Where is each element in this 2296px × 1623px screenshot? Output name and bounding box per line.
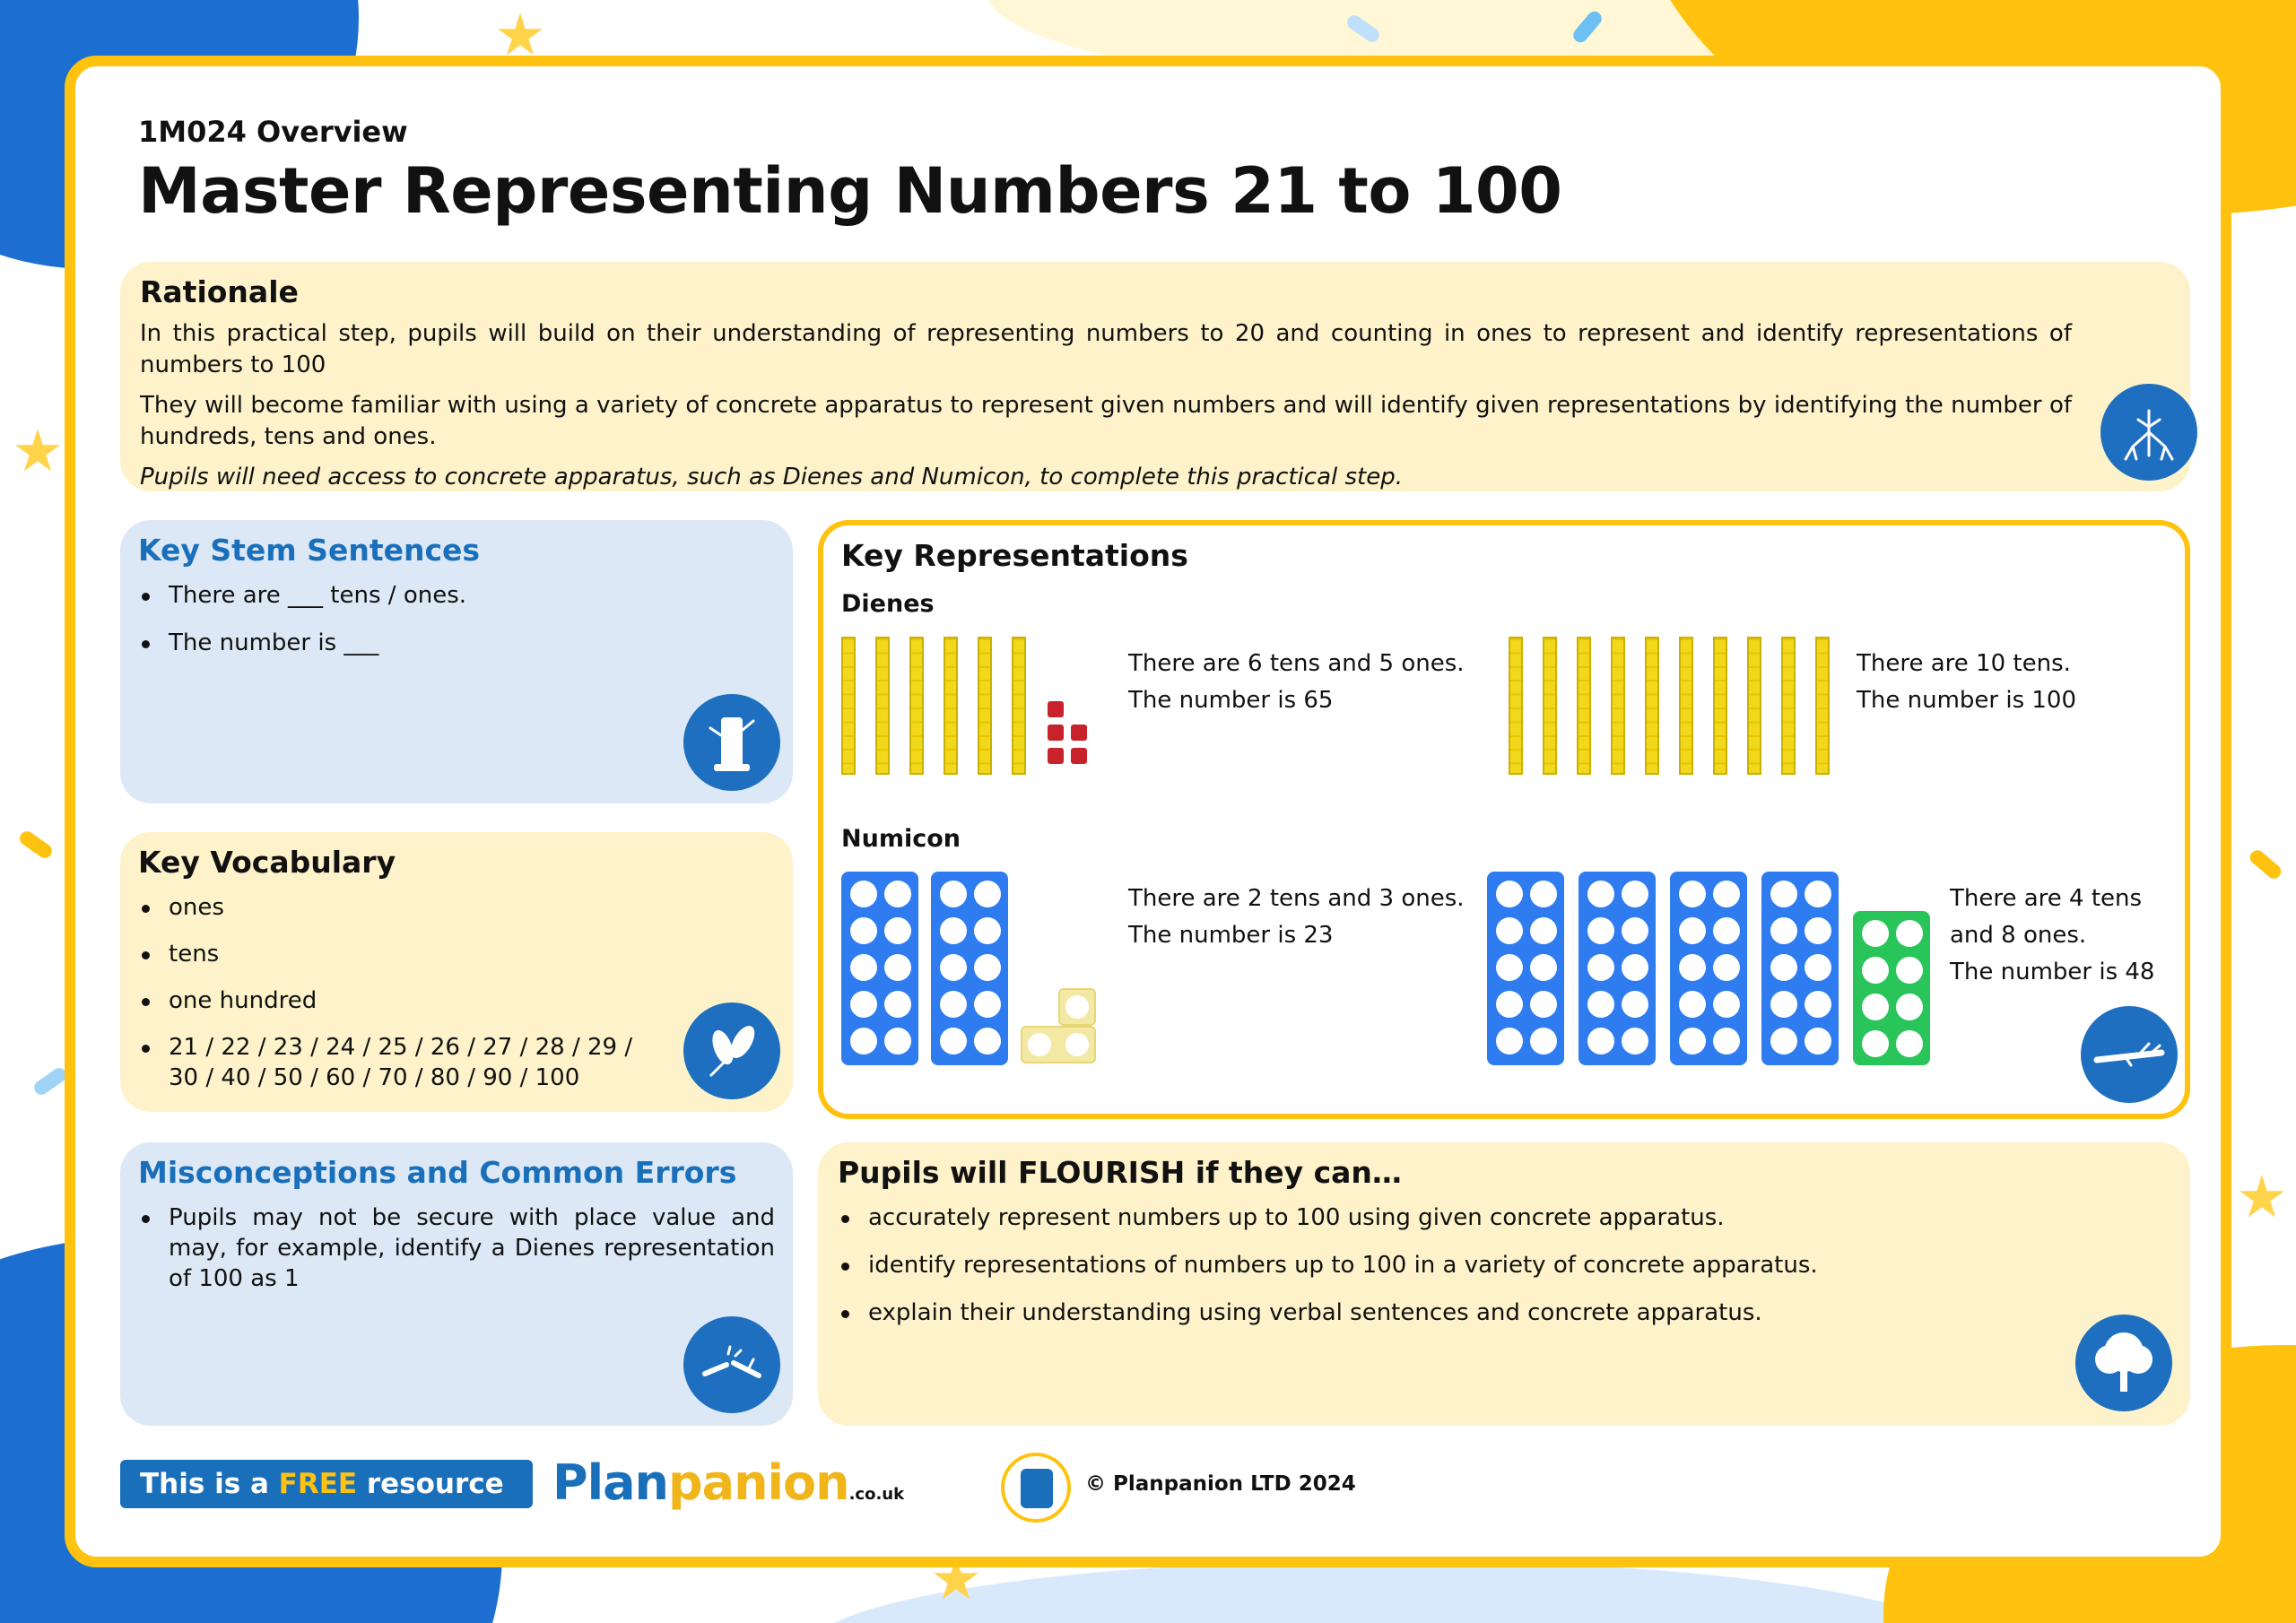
key-vocabulary-panel bbox=[120, 832, 793, 1112]
flourish-heading: Pupils will FLOURISH if they can… bbox=[838, 1155, 1402, 1190]
numicon-ten-plate bbox=[841, 872, 918, 1065]
numicon-ten-plate bbox=[1761, 872, 1839, 1065]
caption-line: The number is 100 bbox=[1857, 687, 2077, 714]
page-title: Master Representing Numbers 21 to 100 bbox=[138, 154, 1562, 228]
numicon-hole bbox=[884, 881, 911, 907]
numicon-hole bbox=[1713, 881, 1740, 907]
star-decoration bbox=[14, 429, 61, 475]
numicon-eight-plate bbox=[1853, 911, 1930, 1065]
numicon-hole bbox=[1679, 1028, 1706, 1055]
dienes-ten-rod bbox=[1747, 637, 1761, 775]
tree-stump-icon bbox=[683, 694, 780, 791]
numicon-hole bbox=[940, 917, 967, 944]
dienes-ten-rod bbox=[978, 637, 992, 775]
numicon-hole bbox=[1496, 881, 1523, 907]
numicon-hole bbox=[1587, 881, 1614, 907]
vocab-heading: Key Vocabulary bbox=[138, 845, 396, 880]
key-representations-panel bbox=[818, 520, 2190, 1119]
numicon-hole bbox=[1805, 991, 1831, 1018]
dienes-100-caption bbox=[1857, 646, 2076, 719]
numicon-hole bbox=[1496, 1028, 1523, 1055]
numicon-ten-plate bbox=[1487, 872, 1564, 1065]
miscon-heading: Misconceptions and Common Errors bbox=[138, 1155, 737, 1190]
numicon-label: Numicon bbox=[841, 825, 961, 853]
list-item: ones bbox=[138, 892, 775, 923]
background-blob bbox=[807, 1560, 1973, 1623]
dienes-one-cube bbox=[1071, 725, 1087, 741]
numicon-hole bbox=[1587, 991, 1614, 1018]
numicon-hole bbox=[850, 954, 877, 981]
numicon-hole bbox=[1530, 991, 1557, 1018]
pill-decoration bbox=[2248, 847, 2284, 881]
star-decoration bbox=[2239, 1175, 2285, 1221]
numicon-hole bbox=[1587, 1028, 1614, 1055]
numicon-hole bbox=[1622, 954, 1648, 981]
numicon-hole bbox=[884, 991, 911, 1018]
caption-line: There are 2 tens and 3 ones. bbox=[1128, 885, 1465, 912]
dienes-ten-rod bbox=[1679, 637, 1693, 775]
rationale-paragraph-2: They will become familiar with using a variety of concrete apparatus to represent given numbers and will identify given representations by identifying the number of hundreds, tens and ones. bbox=[140, 392, 2072, 450]
numicon-hole bbox=[1770, 954, 1797, 981]
vocab-list bbox=[138, 892, 775, 1093]
list-item: one hundred bbox=[138, 985, 775, 1016]
numicon-hole bbox=[1862, 994, 1889, 1020]
numicon-hole bbox=[1679, 991, 1706, 1018]
numicon-hole bbox=[1713, 954, 1740, 981]
numicon-hole bbox=[1530, 917, 1557, 944]
overview-card bbox=[65, 56, 2231, 1567]
numicon-hole bbox=[974, 881, 1001, 907]
dienes-ten-rod bbox=[1611, 637, 1625, 775]
numicon-hole bbox=[1770, 917, 1797, 944]
numicon-hole bbox=[1622, 881, 1648, 907]
numicon-hole bbox=[1805, 881, 1831, 907]
numicon-ten-plate bbox=[1670, 872, 1747, 1065]
numicon-hole bbox=[1896, 994, 1923, 1020]
planpanion-logo[interactable] bbox=[552, 1454, 904, 1511]
free-word: FREE bbox=[278, 1468, 358, 1500]
numicon-hole bbox=[1679, 917, 1706, 944]
free-resource-badge bbox=[120, 1460, 533, 1549]
dienes-ten-rod bbox=[944, 637, 958, 775]
numicon-hole bbox=[940, 991, 967, 1018]
numicon-hole bbox=[1496, 954, 1523, 981]
caption-line: and 8 ones. bbox=[1950, 922, 2087, 949]
keyrep-heading: Key Representations bbox=[841, 538, 1188, 573]
numicon-hole bbox=[850, 881, 877, 907]
numicon-ten-plate bbox=[1578, 872, 1656, 1065]
caption-line: There are 10 tens. bbox=[1857, 650, 2071, 677]
numicon-hole bbox=[1496, 991, 1523, 1018]
numicon-48-caption bbox=[1950, 881, 2154, 991]
numicon-hole bbox=[1679, 881, 1706, 907]
numicon-hole bbox=[1896, 957, 1923, 984]
numicon-hole bbox=[1896, 920, 1923, 947]
caption-line: There are 6 tens and 5 ones. bbox=[1128, 650, 1465, 677]
rationale-paragraph-1: In this practical step, pupils will build on their understanding of representing numbers to 20 and counting in ones to represent and identify representations of numbers to 100 bbox=[140, 320, 2072, 378]
numicon-hole bbox=[1805, 917, 1831, 944]
miscon-list bbox=[138, 1202, 775, 1294]
numicon-hole bbox=[1770, 1028, 1797, 1055]
dienes-ten-rod bbox=[1815, 637, 1830, 775]
dienes-ten-rod bbox=[1713, 637, 1727, 775]
list-item: The number is ___ bbox=[138, 628, 775, 658]
numicon-hole bbox=[850, 1028, 877, 1055]
branch-icon bbox=[2081, 1006, 2178, 1103]
numicon-hole bbox=[1862, 957, 1889, 984]
numicon-hole bbox=[1622, 1028, 1648, 1055]
numicon-hole bbox=[940, 1028, 967, 1055]
caption-line: The number is 23 bbox=[1128, 922, 1334, 949]
stems-heading: Key Stem Sentences bbox=[138, 533, 481, 568]
dienes-ten-rod bbox=[909, 637, 924, 775]
dienes-label: Dienes bbox=[841, 590, 935, 618]
dienes-one-cube bbox=[1048, 748, 1064, 764]
numicon-hole bbox=[1530, 954, 1557, 981]
numicon-hole bbox=[974, 1028, 1001, 1055]
numicon-hole bbox=[1713, 991, 1740, 1018]
flourish-panel bbox=[818, 1142, 2190, 1426]
numicon-hole bbox=[1713, 1028, 1740, 1055]
list-item: tens bbox=[138, 939, 775, 969]
numicon-hole bbox=[1587, 954, 1614, 981]
tree-icon bbox=[2075, 1315, 2172, 1411]
roots-icon bbox=[2100, 384, 2197, 481]
list-item: Pupils may not be secure with place value and may, for example, identify a Dienes representation of 100 as 1 bbox=[138, 1202, 775, 1294]
dienes-ten-rod bbox=[1781, 637, 1796, 775]
numicon-hole bbox=[850, 917, 877, 944]
numicon-hole bbox=[974, 954, 1001, 981]
free-suffix: resource from bbox=[140, 1468, 504, 1549]
caption-line: The number is 65 bbox=[1128, 687, 1334, 714]
list-item: identify representations of numbers up to 100 in a variety of concrete apparatus. bbox=[838, 1250, 2170, 1280]
broken-branch-icon bbox=[683, 1316, 780, 1413]
dienes-ten-rod bbox=[875, 637, 890, 775]
numicon-hole bbox=[974, 917, 1001, 944]
numicon-hole bbox=[1587, 917, 1614, 944]
numicon-hole bbox=[884, 917, 911, 944]
pill-decoration bbox=[17, 829, 55, 861]
pill-decoration bbox=[31, 1065, 69, 1098]
dienes-ten-rod bbox=[1645, 637, 1659, 775]
numicon-three-piece bbox=[1021, 988, 1098, 1065]
rationale-heading: Rationale bbox=[140, 274, 299, 309]
dienes-one-cube bbox=[1048, 725, 1064, 741]
dienes-ten-rod bbox=[1543, 637, 1557, 775]
numicon-hole bbox=[1622, 917, 1648, 944]
numicon-hole bbox=[1770, 991, 1797, 1018]
numicon-23-caption bbox=[1128, 881, 1465, 954]
leaf-branch-icon bbox=[683, 1002, 780, 1099]
star-decoration bbox=[497, 13, 544, 59]
numicon-hole bbox=[974, 991, 1001, 1018]
caption-line: There are 4 tens bbox=[1950, 885, 2143, 912]
misconceptions-panel bbox=[120, 1142, 793, 1426]
logo-domain: .co.uk bbox=[848, 1485, 905, 1504]
numicon-hole bbox=[884, 954, 911, 981]
dienes-ten-rod bbox=[841, 637, 856, 775]
copyright-text: © Planpanion LTD 2024 bbox=[1085, 1472, 1356, 1496]
numicon-hole bbox=[884, 1028, 911, 1055]
dienes-65-caption bbox=[1128, 646, 1465, 719]
numicon-hole bbox=[1805, 954, 1831, 981]
numicon-hole bbox=[1622, 991, 1648, 1018]
numicon-hole bbox=[1862, 1030, 1889, 1057]
numicon-hole bbox=[1530, 1028, 1557, 1055]
numicon-hole bbox=[1713, 917, 1740, 944]
numicon-hole bbox=[1679, 954, 1706, 981]
numicon-hole bbox=[1862, 920, 1889, 947]
list-item: accurately represent numbers up to 100 using given concrete apparatus. bbox=[838, 1202, 2170, 1233]
planpanion-seal-icon bbox=[1001, 1453, 1071, 1523]
numicon-hole bbox=[1496, 917, 1523, 944]
rationale-paragraph-3: Pupils will need access to concrete apparatus, such as Dienes and Numicon, to complete this practical step. bbox=[140, 464, 1403, 490]
flourish-list bbox=[838, 1202, 2170, 1328]
dienes-ten-rod bbox=[1509, 637, 1523, 775]
numicon-hole bbox=[1770, 881, 1797, 907]
numicon-hole bbox=[1805, 1028, 1831, 1055]
numicon-hole bbox=[1530, 881, 1557, 907]
numicon-hole bbox=[1896, 1030, 1923, 1057]
dienes-ten-rod bbox=[1012, 637, 1026, 775]
dienes-one-cube bbox=[1071, 748, 1087, 764]
list-item: 21 / 22 / 23 / 24 / 25 / 26 / 27 / 28 / 29 / 30 / 40 / 50 / 60 / 70 / 80 / 90 / 100 bbox=[138, 1032, 775, 1093]
lesson-code: 1M024 Overview bbox=[138, 115, 408, 149]
numicon-hole bbox=[850, 991, 877, 1018]
key-stem-sentences-panel bbox=[120, 520, 793, 803]
logo-panion: panion bbox=[667, 1454, 849, 1511]
numicon-hole bbox=[940, 954, 967, 981]
dienes-ten-rod bbox=[1577, 637, 1591, 775]
logo-plan: Plan bbox=[552, 1454, 668, 1511]
list-item: explain their understanding using verbal sentences and concrete apparatus. bbox=[838, 1298, 2170, 1328]
rationale-panel bbox=[120, 262, 2190, 491]
free-prefix: This is a bbox=[140, 1468, 279, 1500]
stems-list bbox=[138, 580, 775, 658]
numicon-ten-plate bbox=[931, 872, 1008, 1065]
caption-line: The number is 48 bbox=[1950, 959, 2155, 985]
list-item: There are ___ tens / ones. bbox=[138, 580, 775, 611]
numicon-hole bbox=[940, 881, 967, 907]
dienes-one-cube bbox=[1048, 701, 1064, 717]
